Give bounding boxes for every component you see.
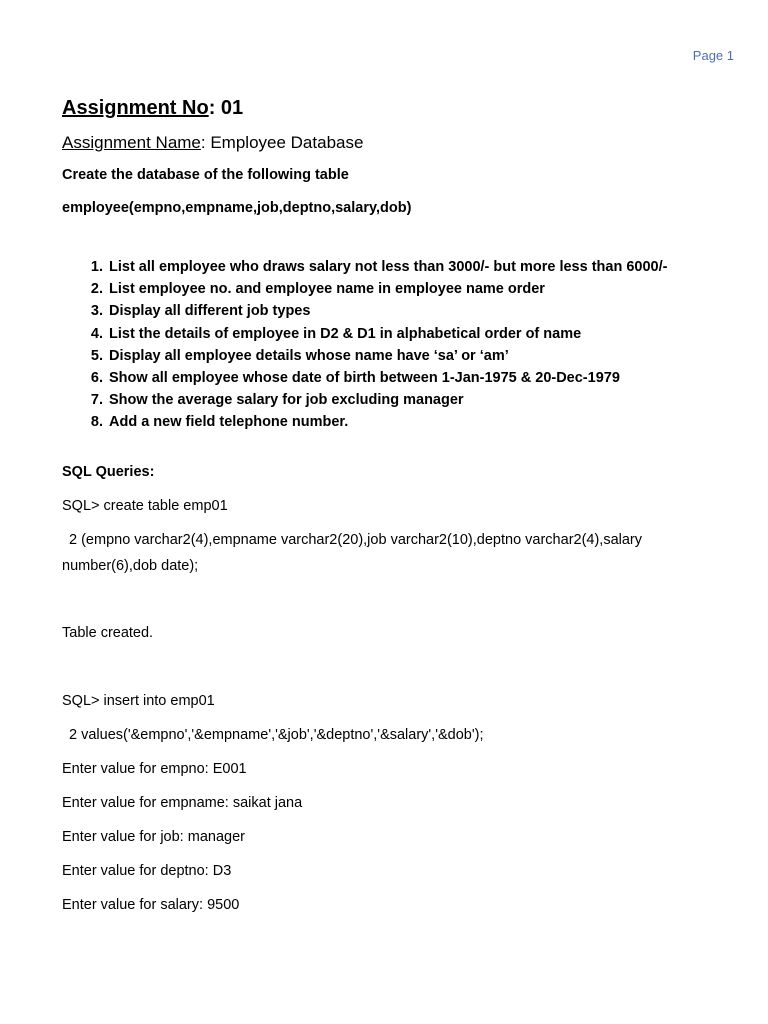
task-list: [62, 256, 742, 434]
task-item: 5. Display all employee details whose name have ‘sa’ or ‘am’: [107, 345, 742, 367]
assignment-name-value: : Employee Database: [200, 133, 364, 152]
task-item: 1. List all employee who draws salary not less than 3000/- but more less than 6000/-: [107, 256, 742, 278]
prompt-empno: Enter value for empno: E001: [62, 760, 247, 777]
sql-insert-line: SQL> insert into emp01: [62, 692, 215, 709]
prompt-salary: Enter value for salary: 9500: [62, 896, 240, 913]
task-item: 8. Add a new field telephone number.: [107, 411, 742, 433]
page-number: Page 1: [692, 48, 734, 63]
sql-insert-values-line: 2 values('&empno','&empname','&job','&deptno','&salary','&dob');: [69, 726, 484, 743]
assignment-name-label: Assignment Name: [62, 133, 201, 152]
table-created-message: Table created.: [62, 624, 154, 641]
sql-create-columns-cont: number(6),dob date);: [62, 557, 199, 574]
assignment-number-heading: [62, 94, 742, 122]
prompt-empname: Enter value for empname: saikat jana: [62, 794, 303, 811]
task-item: 7. Show the average salary for job excluding manager: [107, 389, 742, 411]
assignment-number-value: : 01: [208, 97, 244, 119]
prompt-job: Enter value for job: manager: [62, 828, 245, 845]
sql-create-line: SQL> create table emp01: [62, 497, 228, 514]
table-schema-line: employee(empno,empname,job,deptno,salary,dob): [62, 200, 412, 216]
task-item: 6. Show all employee whose date of birth between 1-Jan-1975 & 20-Dec-1979: [107, 367, 742, 389]
prompt-deptno: Enter value for deptno: D3: [62, 862, 232, 879]
task-item: 2. List employee no. and employee name in employee name order: [107, 278, 742, 300]
sql-queries-heading: SQL Queries:: [62, 463, 155, 480]
document-body: [62, 94, 742, 917]
assignment-name-heading: [62, 131, 742, 155]
assignment-number-label: Assignment No: [62, 97, 209, 119]
sql-create-columns-line: 2 (empno varchar2(4),empname varchar2(20),job varchar2(10),deptno varchar2(4),salary: [69, 531, 643, 548]
task-item: 3. Display all different job types: [107, 300, 742, 322]
intro-line: Create the database of the following table: [62, 167, 349, 183]
task-item: 4. List the details of employee in D2 & D1 in alphabetical order of name: [107, 323, 742, 345]
